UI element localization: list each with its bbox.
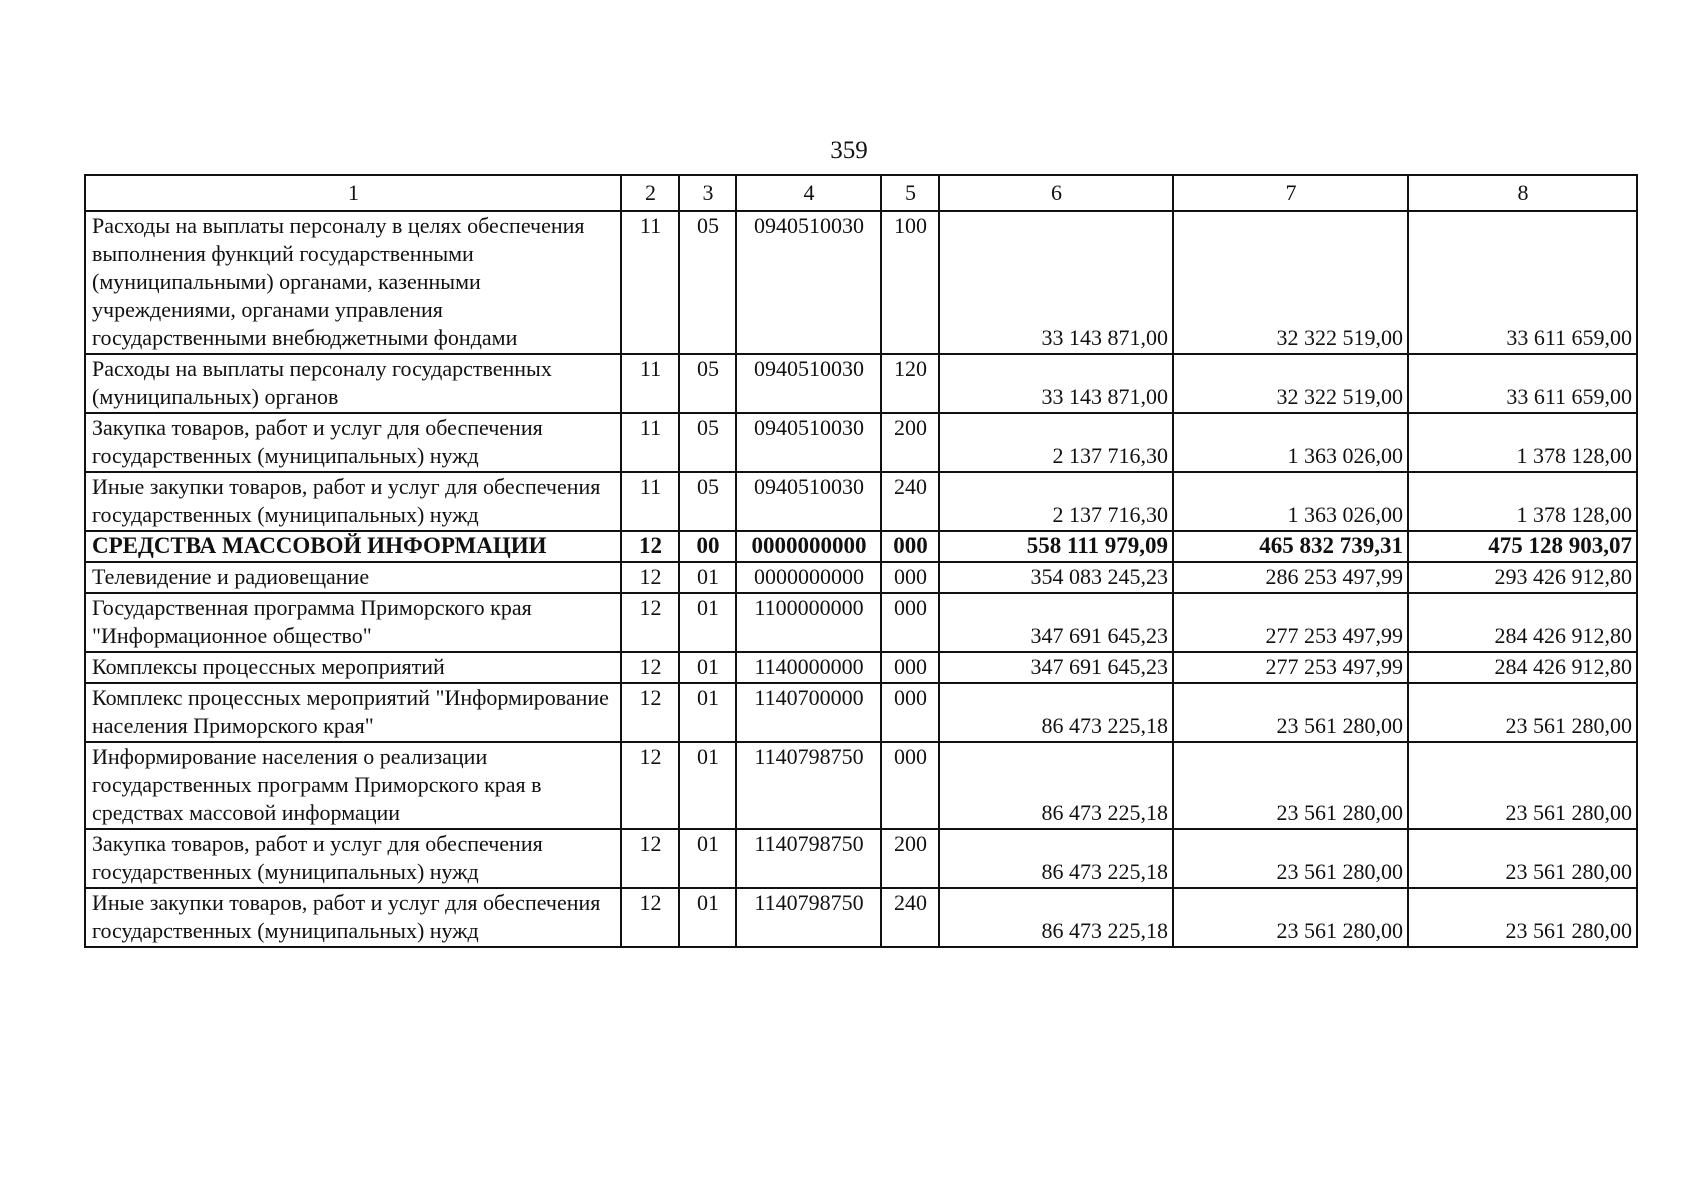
section-code-cell: 12 xyxy=(621,562,679,593)
budget-table xyxy=(84,174,1638,948)
subsection-code-cell: 01 xyxy=(679,593,736,652)
expense-type-cell: 000 xyxy=(881,683,939,742)
table-row xyxy=(85,683,1637,742)
row-name-cell: Комплексы процессных мероприятий xyxy=(85,652,621,683)
amount-col7-cell: 1 363 026,00 xyxy=(1173,413,1408,472)
table-row xyxy=(85,472,1637,531)
row-name-cell: Иные закупки товаров, работ и услуг для обеспечения государственных (муниципальных) нужд xyxy=(85,888,621,947)
expense-type-cell: 000 xyxy=(881,593,939,652)
subsection-code-cell: 05 xyxy=(679,472,736,531)
row-name-cell: Расходы на выплаты персоналу государственных (муниципальных) органов xyxy=(85,354,621,413)
amount-col6-cell: 86 473 225,18 xyxy=(939,742,1173,829)
amount-col6-cell: 33 143 871,00 xyxy=(939,354,1173,413)
amount-col8-cell: 1 378 128,00 xyxy=(1408,472,1637,531)
amount-col8-cell: 23 561 280,00 xyxy=(1408,888,1637,947)
amount-col8-cell: 33 611 659,00 xyxy=(1408,211,1637,354)
amount-col8-cell: 23 561 280,00 xyxy=(1408,683,1637,742)
row-name-cell: Телевидение и радиовещание xyxy=(85,562,621,593)
section-code-cell: 11 xyxy=(621,354,679,413)
expense-type-cell: 240 xyxy=(881,472,939,531)
column-number: 2 xyxy=(621,175,679,211)
section-code-cell: 12 xyxy=(621,742,679,829)
row-name-cell: Комплекс процессных мероприятий "Информирование населения Приморского края" xyxy=(85,683,621,742)
subsection-code-cell: 05 xyxy=(679,413,736,472)
target-article-cell: 1140798750 xyxy=(736,888,881,947)
table-row xyxy=(85,531,1637,562)
column-number: 3 xyxy=(679,175,736,211)
amount-col8-cell: 293 426 912,80 xyxy=(1408,562,1637,593)
expense-type-cell: 100 xyxy=(881,211,939,354)
amount-col6-cell: 354 083 245,23 xyxy=(939,562,1173,593)
amount-col8-cell: 475 128 903,07 xyxy=(1408,531,1637,562)
table-row xyxy=(85,211,1637,354)
section-code-cell: 11 xyxy=(621,413,679,472)
amount-col6-cell: 347 691 645,23 xyxy=(939,593,1173,652)
amount-col7-cell: 1 363 026,00 xyxy=(1173,472,1408,531)
subsection-code-cell: 01 xyxy=(679,562,736,593)
target-article-cell: 0940510030 xyxy=(736,354,881,413)
subsection-code-cell: 01 xyxy=(679,829,736,888)
section-code-cell: 12 xyxy=(621,531,679,562)
column-number-row xyxy=(85,175,1637,211)
column-number: 8 xyxy=(1408,175,1637,211)
amount-col7-cell: 23 561 280,00 xyxy=(1173,829,1408,888)
column-number: 4 xyxy=(736,175,881,211)
section-code-cell: 12 xyxy=(621,652,679,683)
target-article-cell: 1100000000 xyxy=(736,593,881,652)
column-number: 6 xyxy=(939,175,1173,211)
section-code-cell: 11 xyxy=(621,211,679,354)
target-article-cell: 0000000000 xyxy=(736,562,881,593)
amount-col8-cell: 1 378 128,00 xyxy=(1408,413,1637,472)
subsection-code-cell: 05 xyxy=(679,354,736,413)
table-row xyxy=(85,652,1637,683)
amount-col7-cell: 32 322 519,00 xyxy=(1173,211,1408,354)
amount-col7-cell: 23 561 280,00 xyxy=(1173,742,1408,829)
target-article-cell: 0940510030 xyxy=(736,472,881,531)
amount-col7-cell: 32 322 519,00 xyxy=(1173,354,1408,413)
expense-type-cell: 240 xyxy=(881,888,939,947)
subsection-code-cell: 01 xyxy=(679,652,736,683)
amount-col6-cell: 33 143 871,00 xyxy=(939,211,1173,354)
row-name-cell: Иные закупки товаров, работ и услуг для обеспечения государственных (муниципальных) нужд xyxy=(85,472,621,531)
amount-col8-cell: 23 561 280,00 xyxy=(1408,742,1637,829)
amount-col6-cell: 2 137 716,30 xyxy=(939,472,1173,531)
table-row xyxy=(85,742,1637,829)
target-article-cell: 1140798750 xyxy=(736,742,881,829)
column-number: 7 xyxy=(1173,175,1408,211)
table-row xyxy=(85,562,1637,593)
target-article-cell: 0940510030 xyxy=(736,211,881,354)
target-article-cell: 1140700000 xyxy=(736,683,881,742)
expense-type-cell: 000 xyxy=(881,652,939,683)
table-row xyxy=(85,888,1637,947)
section-code-cell: 12 xyxy=(621,683,679,742)
amount-col8-cell: 284 426 912,80 xyxy=(1408,652,1637,683)
amount-col6-cell: 86 473 225,18 xyxy=(939,829,1173,888)
expense-type-cell: 200 xyxy=(881,829,939,888)
expense-type-cell: 000 xyxy=(881,562,939,593)
amount-col8-cell: 33 611 659,00 xyxy=(1408,354,1637,413)
section-code-cell: 11 xyxy=(621,472,679,531)
table-row xyxy=(85,829,1637,888)
column-number: 1 xyxy=(85,175,621,211)
amount-col8-cell: 23 561 280,00 xyxy=(1408,829,1637,888)
row-name-cell: СРЕДСТВА МАССОВОЙ ИНФОРМАЦИИ xyxy=(85,531,621,562)
row-name-cell: Закупка товаров, работ и услуг для обеспечения государственных (муниципальных) нужд xyxy=(85,413,621,472)
amount-col7-cell: 23 561 280,00 xyxy=(1173,888,1408,947)
amount-col6-cell: 558 111 979,09 xyxy=(939,531,1173,562)
subsection-code-cell: 05 xyxy=(679,211,736,354)
subsection-code-cell: 00 xyxy=(679,531,736,562)
section-code-cell: 12 xyxy=(621,593,679,652)
amount-col6-cell: 347 691 645,23 xyxy=(939,652,1173,683)
amount-col7-cell: 277 253 497,99 xyxy=(1173,652,1408,683)
target-article-cell: 0940510030 xyxy=(736,413,881,472)
table-body xyxy=(85,175,1637,947)
section-code-cell: 12 xyxy=(621,829,679,888)
row-name-cell: Расходы на выплаты персоналу в целях обеспечения выполнения функций государственными (муниципальными) органами, казенными учреждениями, органами управления государственными внебюджетными фондами xyxy=(85,211,621,354)
page-number: 359 xyxy=(830,137,868,164)
amount-col6-cell: 86 473 225,18 xyxy=(939,888,1173,947)
row-name-cell: Закупка товаров, работ и услуг для обеспечения государственных (муниципальных) нужд xyxy=(85,829,621,888)
expense-type-cell: 120 xyxy=(881,354,939,413)
expense-type-cell: 000 xyxy=(881,742,939,829)
subsection-code-cell: 01 xyxy=(679,683,736,742)
expense-type-cell: 000 xyxy=(881,531,939,562)
expense-type-cell: 200 xyxy=(881,413,939,472)
table-row xyxy=(85,413,1637,472)
amount-col7-cell: 277 253 497,99 xyxy=(1173,593,1408,652)
row-name-cell: Информирование населения о реализации государственных программ Приморского края в средствах массовой информации xyxy=(85,742,621,829)
row-name-cell: Государственная программа Приморского края "Информационное общество" xyxy=(85,593,621,652)
amount-col7-cell: 465 832 739,31 xyxy=(1173,531,1408,562)
column-number: 5 xyxy=(881,175,939,211)
section-code-cell: 12 xyxy=(621,888,679,947)
table-row xyxy=(85,593,1637,652)
subsection-code-cell: 01 xyxy=(679,742,736,829)
target-article-cell: 1140798750 xyxy=(736,829,881,888)
subsection-code-cell: 01 xyxy=(679,888,736,947)
amount-col7-cell: 23 561 280,00 xyxy=(1173,683,1408,742)
amount-col7-cell: 286 253 497,99 xyxy=(1173,562,1408,593)
amount-col8-cell: 284 426 912,80 xyxy=(1408,593,1637,652)
target-article-cell: 0000000000 xyxy=(736,531,881,562)
amount-col6-cell: 86 473 225,18 xyxy=(939,683,1173,742)
table-row xyxy=(85,354,1637,413)
target-article-cell: 1140000000 xyxy=(736,652,881,683)
amount-col6-cell: 2 137 716,30 xyxy=(939,413,1173,472)
